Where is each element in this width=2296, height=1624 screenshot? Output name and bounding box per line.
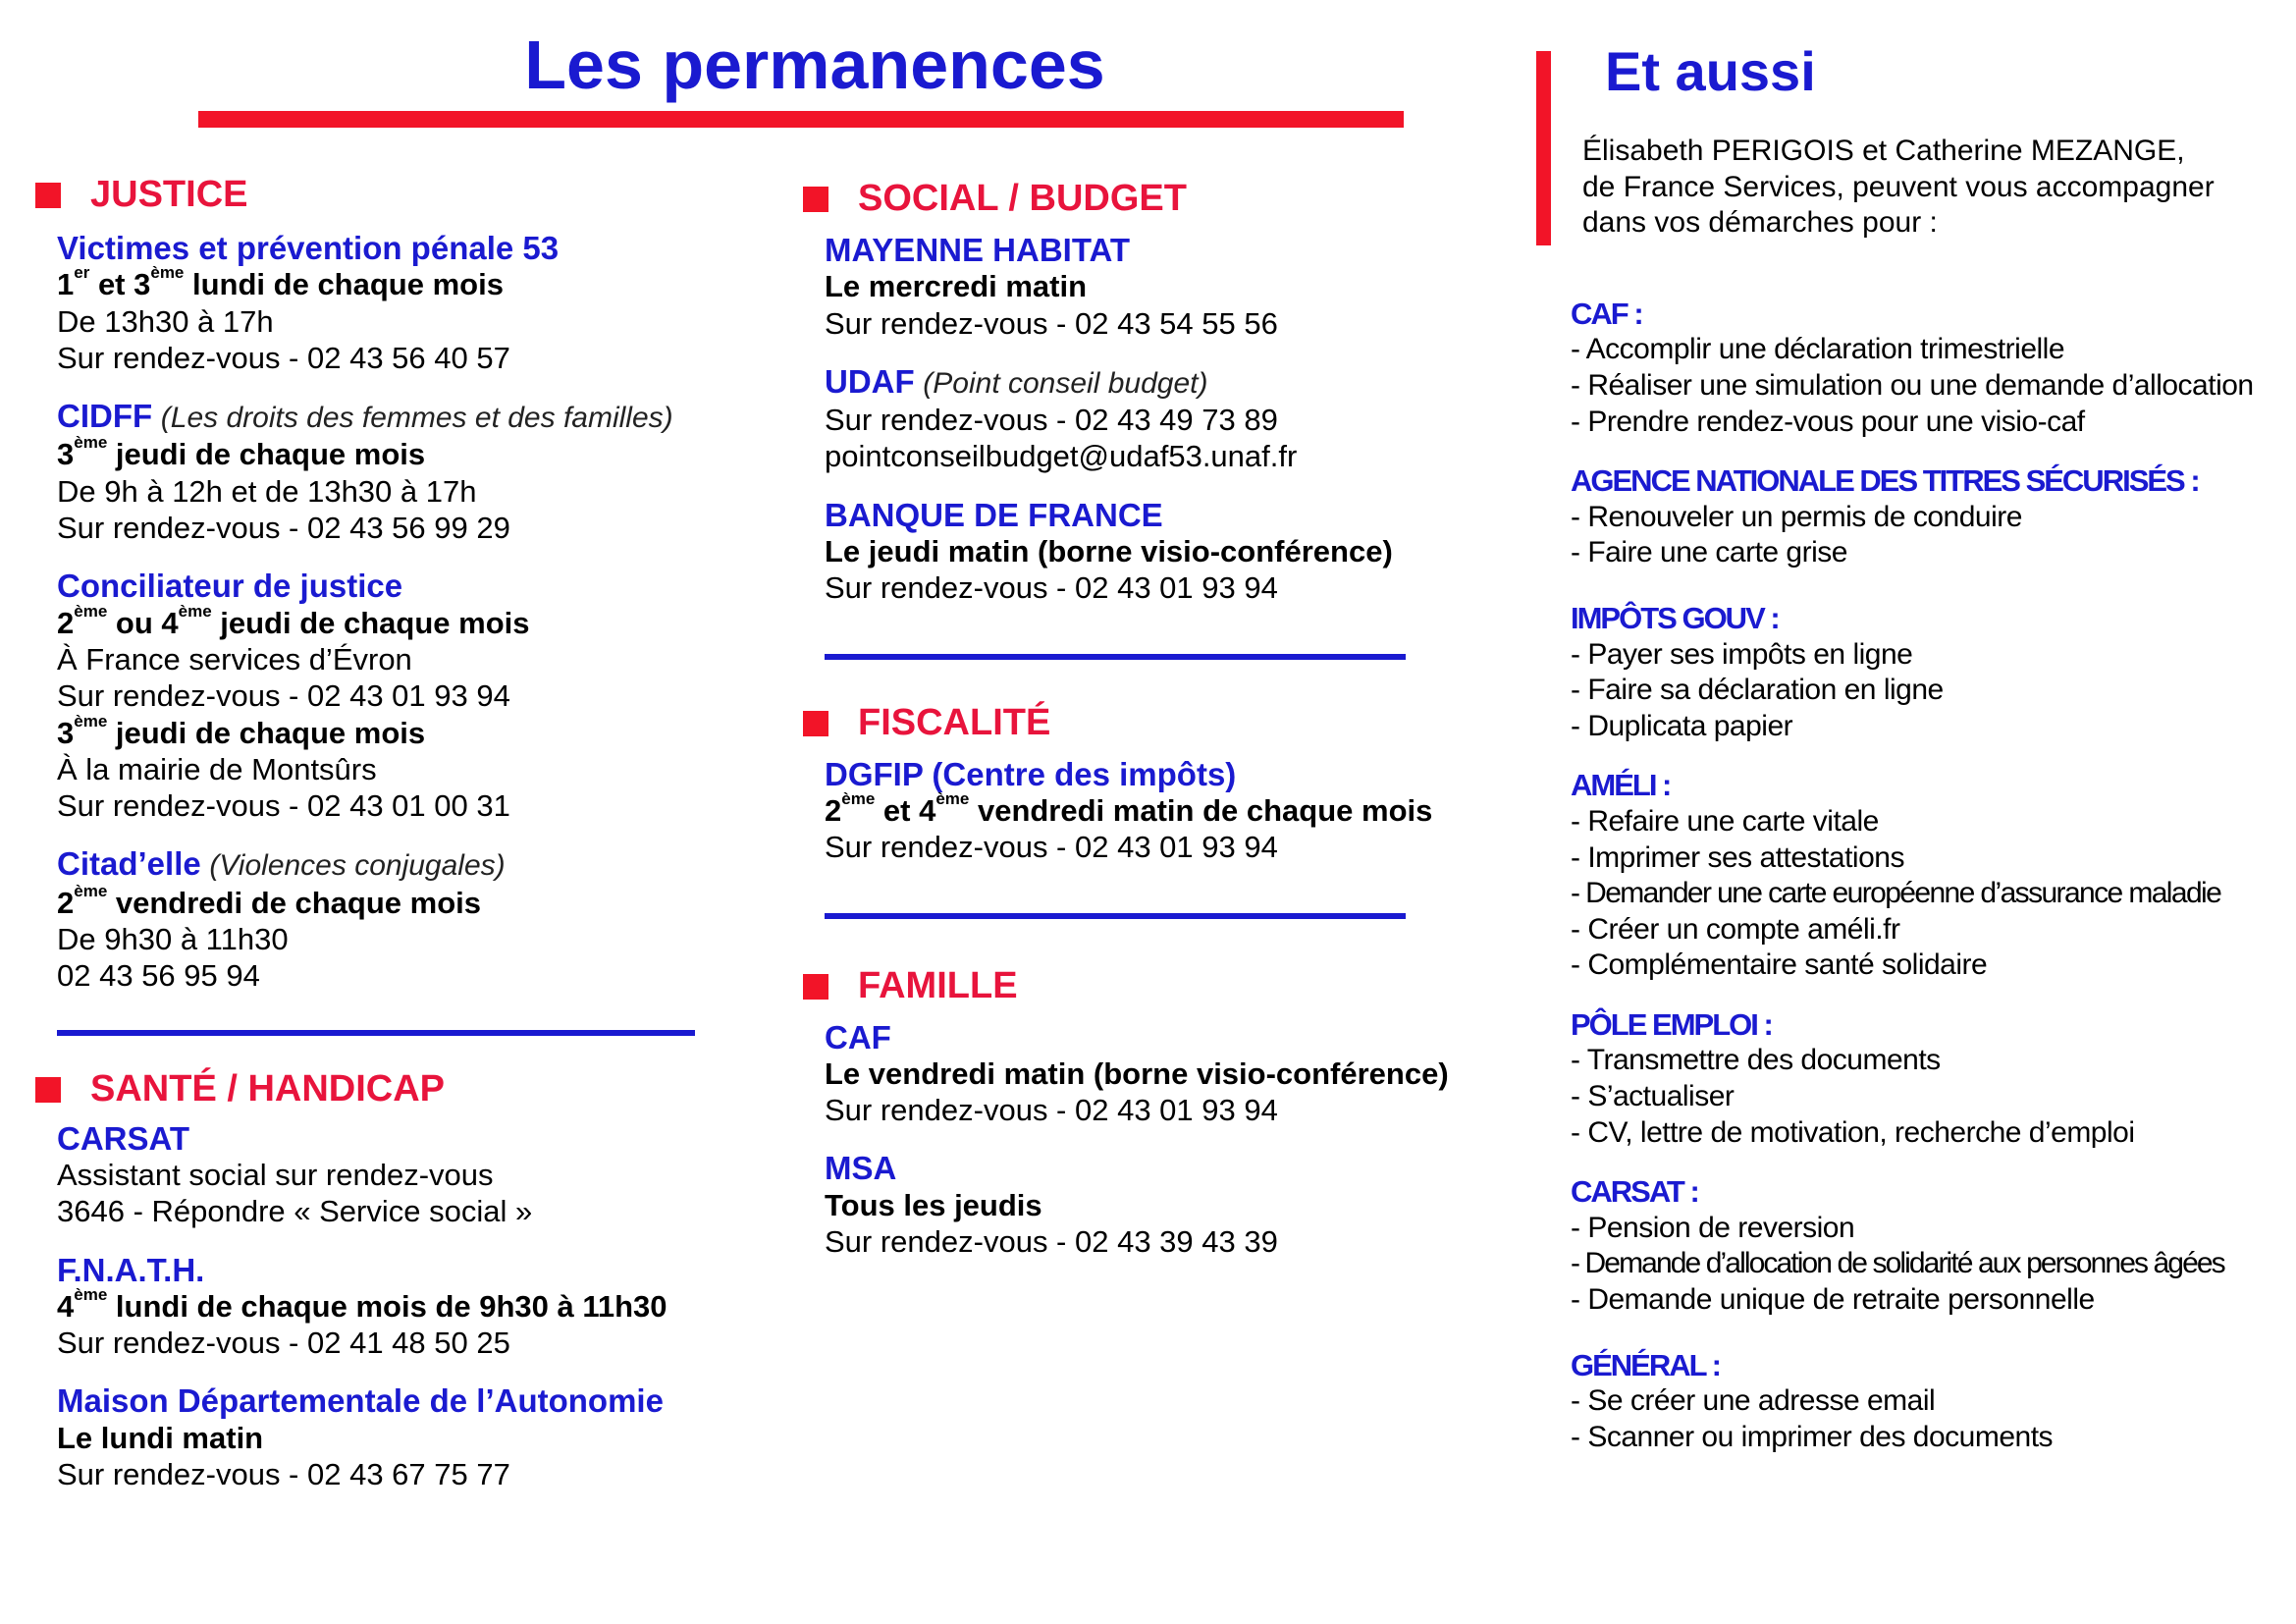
group-item: - Créer un compte améli.fr: [1571, 912, 1900, 946]
entry-schedule: 3ème jeudi de chaque mois: [57, 433, 426, 472]
aside-group-caf: [1571, 297, 2277, 440]
entry-name: Conciliateur de justice: [57, 568, 403, 605]
group-item: - S’actualiser: [1571, 1080, 1735, 1113]
column-left: [35, 173, 703, 1492]
entry-contact: Sur rendez-vous - 02 43 01 93 94: [57, 678, 510, 714]
aside-group-pole-emploi: [1571, 1007, 2277, 1151]
entry-schedule: 2ème vendredi de chaque mois: [57, 881, 481, 920]
bullet-square-icon: [35, 1077, 61, 1103]
entry-caf: [803, 1019, 1470, 1129]
section-title: SANTÉ / HANDICAP: [90, 1067, 446, 1110]
group-item: - Payer ses impôts en ligne: [1571, 637, 1913, 671]
entry-banque-de-france: [803, 497, 1470, 607]
aside-group-carsat: [1571, 1174, 2277, 1318]
entry-mayenne-habitat: [803, 232, 1470, 342]
entry-contact: Sur rendez-vous - 02 43 67 75 77: [57, 1457, 510, 1492]
entry-schedule: Le jeudi matin (borne visio-conférence): [825, 534, 1393, 569]
entry-contact: Sur rendez-vous - 02 43 56 40 57: [57, 340, 510, 375]
entry-name: CARSAT: [57, 1119, 190, 1157]
group-item: - Faire une carte grise: [1571, 536, 1847, 569]
group-title: AMÉLI :: [1571, 768, 1671, 803]
title-underline: [198, 111, 1404, 128]
group-item: - Refaire une carte vitale: [1571, 804, 1879, 838]
entry-contact: Sur rendez-vous - 02 43 01 93 94: [825, 1093, 1278, 1128]
group-item: - Complémentaire santé solidaire: [1571, 948, 1988, 982]
entry-schedule: Le vendredi matin (borne visio-conférence): [825, 1056, 1449, 1091]
entry-schedule: Le lundi matin: [57, 1420, 264, 1455]
entry-hours: De 9h à 12h et de 13h30 à 17h: [57, 473, 477, 509]
entry-place: À la mairie de Montsûrs: [57, 751, 377, 786]
entry-name: CAF: [825, 1018, 891, 1056]
section-justice: [35, 173, 703, 216]
aside-group-general: [1571, 1348, 2277, 1456]
group-item: - CV, lettre de motivation, recherche d’emploi: [1571, 1115, 2135, 1149]
divider: [57, 1030, 695, 1036]
entry-line: 3646 - Répondre « Service social »: [57, 1194, 533, 1229]
entry-schedule: 4ème lundi de chaque mois de 9h30 à 11h30: [57, 1284, 667, 1324]
entry-citadelle: [35, 845, 703, 994]
group-item: - Renouveler un permis de conduire: [1571, 500, 2022, 533]
aside-title: Et aussi: [1605, 40, 1816, 102]
bullet-square-icon: [803, 974, 828, 1000]
section-title: SOCIAL / BUDGET: [858, 178, 1187, 219]
aside-intro: [1571, 134, 2277, 242]
group-title: AGENCE NATIONALE DES TITRES SÉCURISÉS :: [1571, 463, 2199, 499]
group-item: - Scanner ou imprimer des documents: [1571, 1420, 2054, 1453]
entry-name: Maison Départementale de l’Autonomie: [57, 1382, 664, 1420]
entry-schedule: 1er et 3ème lundi de chaque mois: [57, 263, 504, 302]
entry-note: (Violences conjugales): [209, 849, 506, 883]
entry-udaf: [803, 363, 1470, 475]
entry-name: F.N.A.T.H.: [57, 1251, 205, 1288]
group-title: PÔLE EMPLOI :: [1571, 1006, 1772, 1042]
entry-schedule: Le mercredi matin: [825, 269, 1088, 304]
entry-contact: Sur rendez-vous - 02 43 49 73 89: [825, 403, 1278, 438]
group-item: - Transmettre des documents: [1571, 1044, 1941, 1077]
divider: [825, 654, 1406, 660]
entry-name: MSA: [825, 1150, 897, 1187]
section-title: FAMILLE: [858, 964, 1018, 1006]
section-famille: [803, 964, 1470, 1007]
entry-victimes: [35, 230, 703, 376]
entry-name: CIDFF: [57, 398, 153, 435]
entry-email: pointconseilbudget@udaf53.unaf.fr: [825, 439, 1298, 474]
entry-note: (Point conseil budget): [923, 366, 1208, 400]
page-title: Les permanences: [524, 27, 1105, 103]
entry-name: MAYENNE HABITAT: [825, 232, 1131, 268]
entry-mda: [35, 1382, 703, 1492]
entry-contact: Sur rendez-vous - 02 41 48 50 25: [57, 1326, 510, 1361]
entry-contact: Sur rendez-vous - 02 43 01 00 31: [57, 788, 510, 824]
group-item: - Se créer une adresse email: [1571, 1384, 1936, 1418]
entry-contact: Sur rendez-vous - 02 43 56 99 29: [57, 511, 510, 546]
group-title: IMPÔTS GOUV :: [1571, 600, 1779, 635]
entry-contact: Sur rendez-vous - 02 43 39 43 39: [825, 1224, 1278, 1260]
entry-conciliateur: [35, 568, 703, 824]
section-sante: [35, 1067, 703, 1110]
section-social: [803, 177, 1470, 220]
intro-line: de France Services, peuvent vous accompagner: [1582, 170, 2215, 203]
intro-line: dans vos démarches pour :: [1582, 206, 1938, 240]
entry-cidff: [35, 398, 703, 546]
aside-group-impots: [1571, 601, 2277, 744]
group-item: - Prendre rendez-vous pour une visio-caf: [1571, 405, 2085, 438]
entry-msa: [803, 1150, 1470, 1260]
entry-schedule: 2ème et 4ème vendredi matin de chaque mois: [825, 788, 1433, 828]
entry-name: UDAF: [825, 362, 915, 400]
entry-fnath: [35, 1252, 703, 1362]
intro-line: Élisabeth PERIGOIS et Catherine MEZANGE,: [1582, 135, 2185, 167]
entry-contact: 02 43 56 95 94: [57, 958, 260, 994]
group-item: - Duplicata papier: [1571, 709, 1793, 742]
group-item: - Demander une carte européenne d’assurance maladie: [1571, 877, 2221, 910]
group-title: CAF :: [1571, 296, 1642, 331]
entry-name: DGFIP (Centre des impôts): [825, 755, 1237, 792]
section-fiscalite: [803, 701, 1470, 744]
entry-schedule: 2ème ou 4ème jeudi de chaque mois: [57, 601, 530, 640]
group-title: CARSAT :: [1571, 1174, 1698, 1210]
entry-carsat: [35, 1120, 703, 1230]
aside-accent-bar: [1536, 51, 1551, 245]
entry-schedule: 3ème jeudi de chaque mois: [57, 711, 426, 750]
divider: [825, 913, 1406, 919]
section-title: FISCALITÉ: [858, 701, 1051, 743]
bullet-square-icon: [35, 183, 61, 208]
bullet-square-icon: [803, 187, 828, 212]
bullet-square-icon: [803, 711, 828, 736]
group-title: GÉNÉRAL :: [1571, 1347, 1720, 1382]
group-item: - Demande d’allocation de solidarité aux personnes âgées: [1571, 1247, 2224, 1280]
entry-note: (Les droits des femmes et des familles): [160, 402, 673, 435]
entry-name: Citad’elle: [57, 845, 201, 883]
aside-group-ameli: [1571, 768, 2277, 984]
group-item: - Pension de reversion: [1571, 1211, 1855, 1244]
entry-contact: Sur rendez-vous - 02 43 54 55 56: [825, 305, 1278, 341]
section-title: JUSTICE: [90, 174, 248, 215]
entry-contact: Sur rendez-vous - 02 43 01 93 94: [825, 830, 1278, 865]
entry-name: BANQUE DE FRANCE: [825, 496, 1163, 533]
entry-line: Assistant social sur rendez-vous: [57, 1157, 494, 1192]
entry-name: Victimes et prévention pénale 53: [57, 230, 560, 266]
group-item: - Demande unique de retraite personnelle: [1571, 1283, 2095, 1317]
column-middle: [803, 177, 1470, 1260]
entry-contact: Sur rendez-vous - 02 43 01 93 94: [825, 570, 1278, 606]
group-item: - Réaliser une simulation ou une demande d’allocation: [1571, 368, 2254, 402]
aside-column: [1571, 134, 2277, 1455]
group-item: - Faire sa déclaration en ligne: [1571, 674, 1944, 707]
entry-dgfip: [803, 756, 1470, 866]
entry-schedule: Tous les jeudis: [825, 1187, 1042, 1222]
entry-hours: De 13h30 à 17h: [57, 303, 274, 339]
entry-hours: De 9h30 à 11h30: [57, 922, 289, 957]
entry-place: À France services d’Évron: [57, 641, 412, 677]
group-item: - Imprimer ses attestations: [1571, 840, 1904, 874]
aside-group-ants: [1571, 463, 2277, 571]
group-item: - Accomplir une déclaration trimestrielle: [1571, 333, 2065, 366]
